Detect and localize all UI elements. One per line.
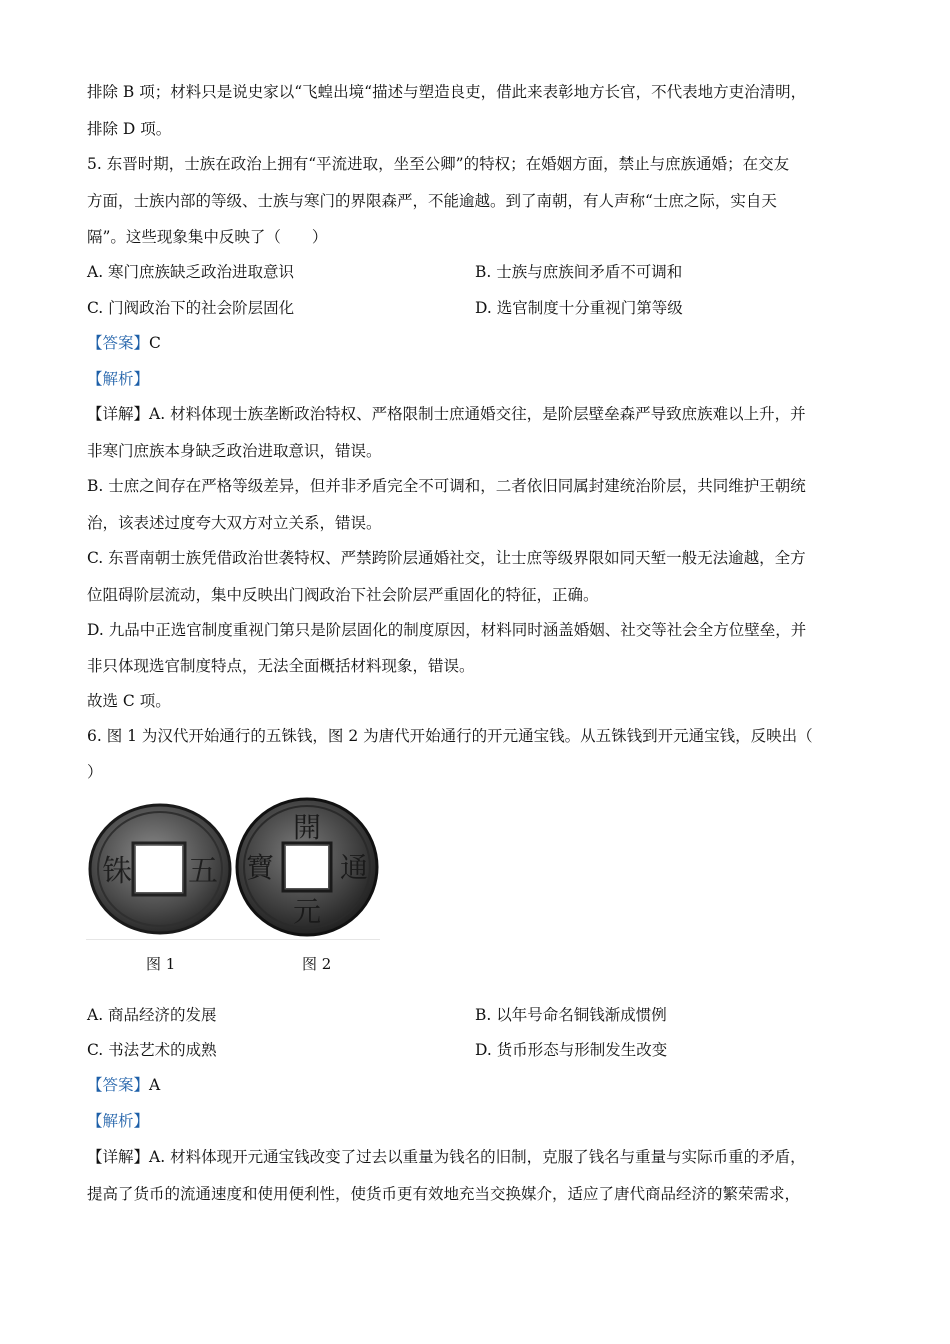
question-5-line: 5. 东晋时期，士族在政治上拥有“平流进取，坐至公卿”的特权；在婚姻方面，禁止与庶族通婚；在交友 [87,155,790,173]
detail-line: D. 九品中正选官制度重视门第只是阶层固化的制度原因，材料同时涵盖婚姻、社交等社会全方位壁垒，并 [87,621,807,639]
coin-glyph: 寶 [245,851,275,884]
q6-option-c: C. 书法艺术的成熟 [87,1041,217,1059]
figure-caption-2: 图 2 [302,955,332,973]
kaiyuan-coin-image [234,795,380,939]
analysis-tag: 【解析】 [87,370,150,388]
analysis-line [87,1110,877,1132]
coin-glyph: 通 [339,851,369,884]
answer-tag: 【答案】 [87,1076,150,1094]
detail-line: 非寒门庶族本身缺乏政治进取意识，错误。 [87,442,382,460]
question-5-line: 方面，士族内部的等级、士族与寒门的界限森严，不能逾越。到了南朝，有人声称“士庶之际，实自天 [87,192,777,210]
q6-option-b: B. 以年号命名铜钱渐成惯例 [475,1006,667,1024]
question-5-line: 隔”。这些现象集中反映了（ ） [87,228,328,246]
detail-line: C. 东晋南朝士族凭借政治世袭特权、严禁跨阶层通婚社交，让士庶等级界限如同天堑一般无法逾越，全方 [87,549,806,567]
analysis-tag: 【解析】 [87,1112,150,1130]
q5-option-d: D. 选官制度十分重视门第等级 [475,299,683,317]
coin-glyph: 元 [292,895,322,928]
text-line: 排除 B 项；材料只是说史家以“飞蝗出境“描述与塑造良吏，借此来表彰地方长官，不代表地方吏治清明， [87,83,807,101]
detail-line [87,403,877,425]
detail-line: 非只体现选官制度特点，无法全面概括材料现象，错误。 [87,657,475,675]
detail-text: A. 材料体现开元通宝钱改变了过去以重量为钱名的旧制，克服了钱名与重量与实际币重的矛盾， [149,1148,806,1166]
conclusion-line: 故选 C 项。 [87,692,171,710]
coin-figure [86,795,380,985]
wuzhu-coin-image [88,803,232,935]
detail-tag: 【详解】 [87,1148,150,1166]
detail-text: A. 材料体现士族垄断政治特权、严格限制士庶通婚交往，是阶层壁垒森严导致庶族难以上升，并 [149,405,806,423]
coin-glyph: 铢 [102,854,132,889]
answer-line [87,1074,877,1096]
detail-line: 位阻碍阶层流动，集中反映出门阀政治下社会阶层严重固化的特征，正确。 [87,586,599,604]
detail-line: 治，该表述过度夸大双方对立关系，错误。 [87,514,382,532]
answer-value: C [149,334,161,352]
detail-line [87,1146,877,1168]
figure-divider [86,939,380,940]
question-6-line: ） [87,763,103,781]
answer-line [87,332,877,354]
detail-line: 提高了货币的流通速度和使用便利性，使货币更有效地充当交换媒介，适应了唐代商品经济的繁荣需求， [87,1185,801,1203]
coin-glyph: 開 [292,811,322,844]
q5-option-a: A. 寒门庶族缺乏政治进取意识 [87,263,295,281]
analysis-line [87,368,877,390]
q5-option-b: B. 士族与庶族间矛盾不可调和 [475,263,683,281]
text-line: 排除 D 项。 [87,120,172,138]
question-6-line: 6. 图 1 为汉代开始通行的五铢钱，图 2 为唐代开始通行的开元通宝钱。从五铢钱到开元通宝钱，反映出（ [87,727,813,745]
detail-tag: 【详解】 [87,405,150,423]
detail-line: B. 士庶之间存在严格等级差异，但并非矛盾完全不可调和，二者依旧同属封建统治阶层，共同维护王朝统 [87,477,806,495]
answer-value: A [149,1076,161,1094]
answer-tag: 【答案】 [87,334,150,352]
q6-option-a: A. 商品经济的发展 [87,1006,217,1024]
figure-caption-1: 图 1 [146,955,176,973]
coin-glyph: 五 [188,854,218,889]
q5-option-c: C. 门阀政治下的社会阶层固化 [87,299,295,317]
q6-option-d: D. 货币形态与形制发生改变 [475,1041,668,1059]
